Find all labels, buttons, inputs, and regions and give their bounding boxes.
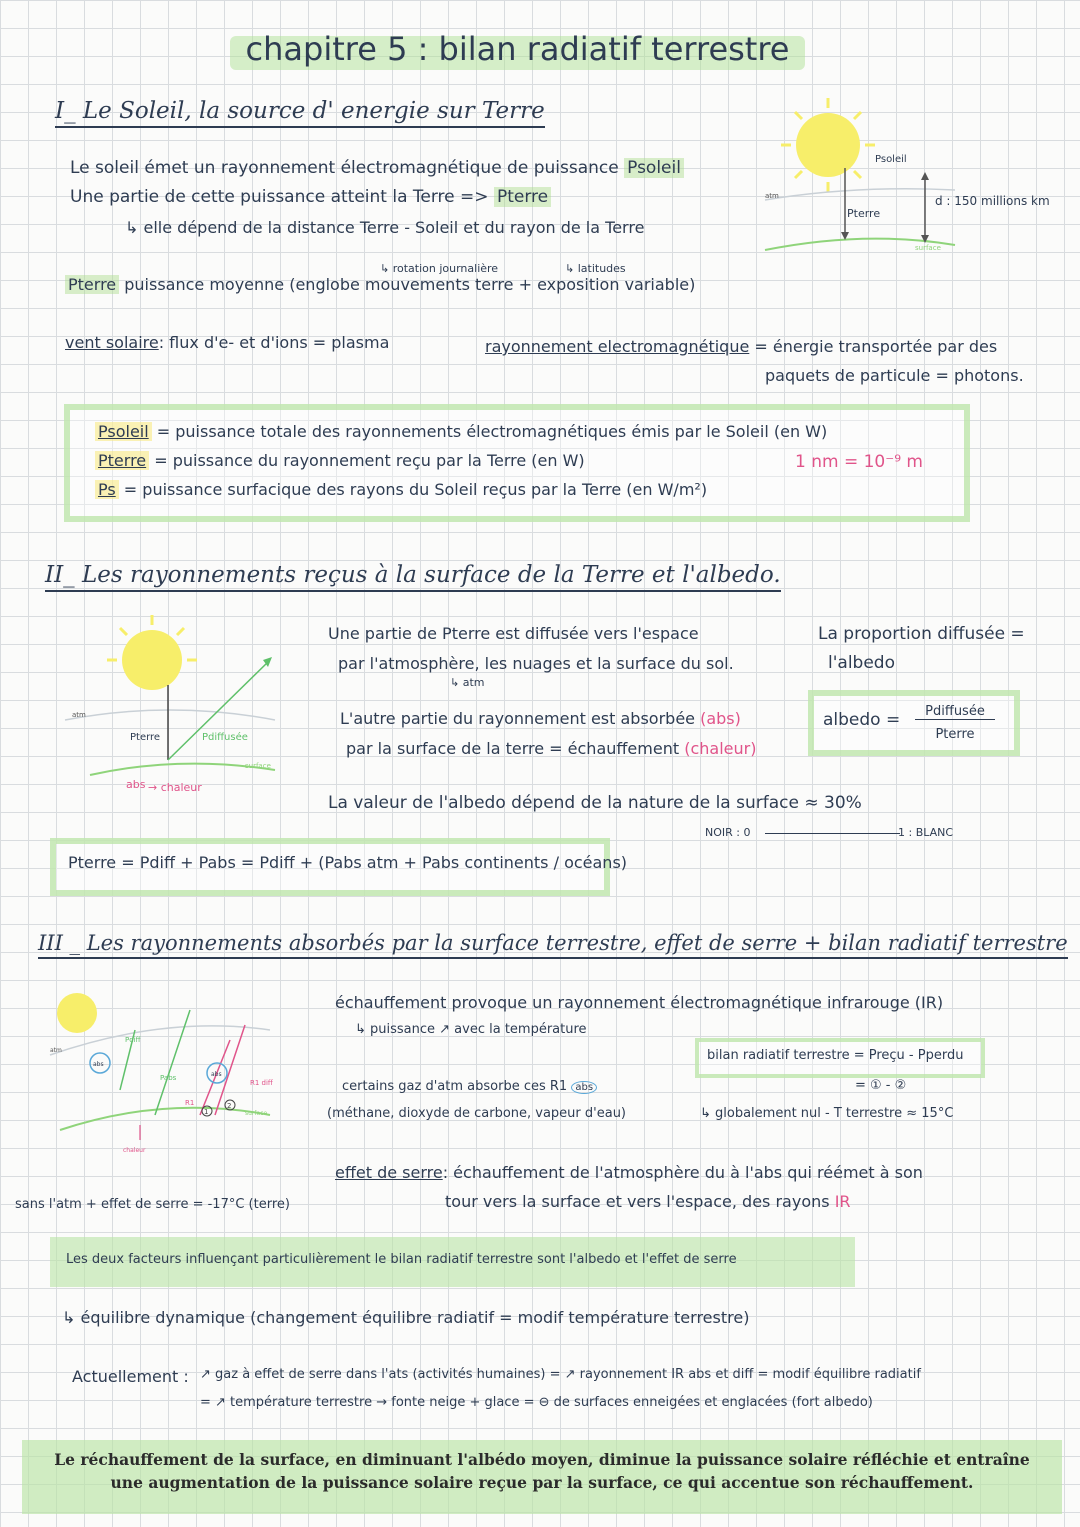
albedo-def-1: La proportion diffusée =	[818, 624, 1025, 644]
conclusion-box	[22, 1440, 1062, 1514]
sun-earth-diagram	[755, 90, 1075, 260]
ir-line-1: échauffement provoque un rayonnement électromagnétique infrarouge (IR)	[335, 993, 944, 1012]
actuellement-line-2: = ↗ température terrestre → fonte neige + glace = ⊖ de surfaces enneigées et englacées (fort albedo)	[200, 1395, 873, 1410]
sans-atm-note: sans l'atm + effet de serre = -17°C (terre)	[15, 1197, 290, 1212]
s2-text1b: par l'atmosphère, les nuages et la surface du sol.	[338, 654, 734, 673]
svg-text:abs: abs	[93, 1061, 104, 1068]
diagram-pterre: Pterre	[130, 732, 161, 743]
ir-line-2: ↳ puissance ↗ avec la température	[355, 1022, 587, 1037]
albedo-scale-line	[765, 833, 900, 834]
svg-text:Pabs: Pabs	[160, 1074, 177, 1082]
svg-text:abs: abs	[211, 1071, 222, 1078]
pterre-formula: Pterre = Pdiff + Pabs = Pdiff + (Pabs atm + Pabs continents / océans)	[68, 853, 628, 872]
scale-blanc: 1 : BLANC	[898, 826, 954, 839]
svg-text:surface: surface	[245, 1110, 268, 1117]
albedo-denominator: Pterre	[935, 727, 975, 742]
diagram-psoleil: Psoleil	[875, 154, 907, 165]
rayonnement-def-1: rayonnement electromagnétique = énergie transportée par des	[485, 337, 998, 356]
psoleil-term: Psoleil	[624, 158, 684, 178]
s2-text2a: L'autre partie du rayonnement est absorbée (abs)	[340, 709, 741, 728]
albedo-numerator: Pdiffusée	[915, 704, 995, 720]
sun-icon	[122, 630, 182, 690]
conclusion-text: Le réchauffement de la surface, en diminuant l'albédo moyen, diminue la puissance solaire réfléchie et entraîne une augmentation de la puissance solaire reçue par la surface, ce qui accentue son réchauffement.	[54, 1450, 1030, 1493]
albedo-valeur: La valeur de l'albedo dépend de la nature de la surface ≈ 30%	[328, 793, 862, 813]
effet-serre-2: tour vers la surface et vers l'espace, des rayons IR	[445, 1192, 851, 1211]
diagram-chaleur: → chaleur	[148, 781, 202, 794]
albedo-def-2: l'albedo	[828, 653, 895, 673]
section-3-heading: III _ Les rayonnements absorbés par la surface terrestre, effet de serre + bilan radiatif terrestre	[38, 931, 1068, 959]
bilan-line-1: bilan radiatif terrestre = Preçu - Pperdu	[707, 1048, 964, 1063]
diagram-pdiffusee: Pdiffusée	[202, 732, 248, 743]
bilan-line-2: = ① - ②	[855, 1078, 907, 1093]
diagram-atm: atm	[765, 192, 779, 200]
def-ps: Ps = puissance surfacique des rayons du Soleil reçus par la Terre (en W/m²)	[95, 480, 707, 499]
page-title: chapitre 5 : bilan radiatif terrestre	[245, 30, 790, 68]
svg-text:2: 2	[227, 1102, 232, 1110]
rayonnement-def-2: paquets de particule = photons.	[765, 366, 1024, 385]
svg-text:surface: surface	[245, 762, 271, 770]
s2-text1a: Une partie de Pterre est diffusée vers l'espace	[328, 624, 699, 643]
sun-icon	[796, 113, 860, 177]
diagram-pterre: Pterre	[847, 207, 881, 220]
pterre-term: Pterre	[494, 187, 551, 207]
albedo-diagram	[60, 605, 290, 805]
s2-text2b: par la surface de la terre = échauffement (chaleur)	[346, 739, 757, 758]
section-2-heading: II_ Les rayonnements reçus à la surface de la Terre et l'albedo.	[45, 562, 781, 592]
effet-serre-1: effet de serre: échauffement de l'atmosphère du à l'abs qui réémet à son	[335, 1163, 923, 1182]
vent-solaire: vent solaire: flux d'e- et d'ions = plasma	[65, 333, 390, 352]
svg-text:1: 1	[204, 1108, 209, 1116]
actuellement-line-1: ↗ gaz à effet de serre dans l'ats (activités humaines) = ↗ rayonnement IR abs et diff = modif équilibre radiatif	[200, 1367, 921, 1382]
s2-text1c: ↳ atm	[450, 676, 485, 689]
svg-text:Pdiff: Pdiff	[125, 1036, 141, 1044]
diagram-distance: d : 150 millions km	[935, 194, 1050, 208]
s1-line1: Le soleil émet un rayonnement électromagnétique de puissance Psoleil	[70, 158, 684, 178]
section-1-heading: I_ Le Soleil, la source d' energie sur Terre	[55, 98, 545, 128]
svg-text:R1 diff: R1 diff	[250, 1079, 273, 1087]
gaz-line-2: (méthane, dioxyde de carbone, vapeur d'eau)	[327, 1106, 626, 1121]
svg-text:R1: R1	[185, 1099, 195, 1107]
svg-text:atm: atm	[72, 711, 86, 719]
svg-text:atm: atm	[50, 1047, 62, 1054]
facteurs-text: Les deux facteurs influençant particulièrement le bilan radiatif terrestre sont l'albedo et l'effet de serre	[66, 1252, 737, 1267]
def-pterre: Pterre = puissance du rayonnement reçu par la Terre (en W)	[95, 451, 585, 470]
diagram-abs: abs	[126, 778, 146, 791]
s1-line2: Une partie de cette puissance atteint la Terre => Pterre	[70, 187, 551, 207]
diagram-surface: surface	[915, 244, 941, 252]
pterre-note-latitudes: ↳ latitudes	[565, 262, 626, 275]
pterre-definition: Pterre puissance moyenne (englobe mouvements terre + exposition variable)	[65, 275, 695, 294]
gaz-line-1: certains gaz d'atm absorbe ces R1 abs	[342, 1079, 597, 1094]
svg-text:chaleur: chaleur	[123, 1147, 146, 1154]
s1-line3: ↳ elle dépend de la distance Terre - Soleil et du rayon de la Terre	[125, 218, 645, 237]
scale-noir: NOIR : 0	[705, 826, 751, 839]
nm-note: 1 nm = 10⁻⁹ m	[795, 452, 923, 472]
greenhouse-diagram	[45, 985, 275, 1160]
equilibre-dynamique: ↳ équilibre dynamique (changement équilibre radiatif = modif température terrestre)	[62, 1308, 750, 1327]
actuellement-label: Actuellement :	[72, 1367, 189, 1386]
bilan-line-3: ↳ globalement nul - T terrestre ≈ 15°C	[700, 1106, 954, 1121]
pterre-note-rotation: ↳ rotation journalière	[380, 262, 499, 275]
def-psoleil: Psoleil = puissance totale des rayonnements électromagnétiques émis par le Soleil (en W)	[95, 422, 827, 441]
albedo-label: albedo =	[823, 710, 901, 730]
sun-icon	[57, 993, 97, 1033]
